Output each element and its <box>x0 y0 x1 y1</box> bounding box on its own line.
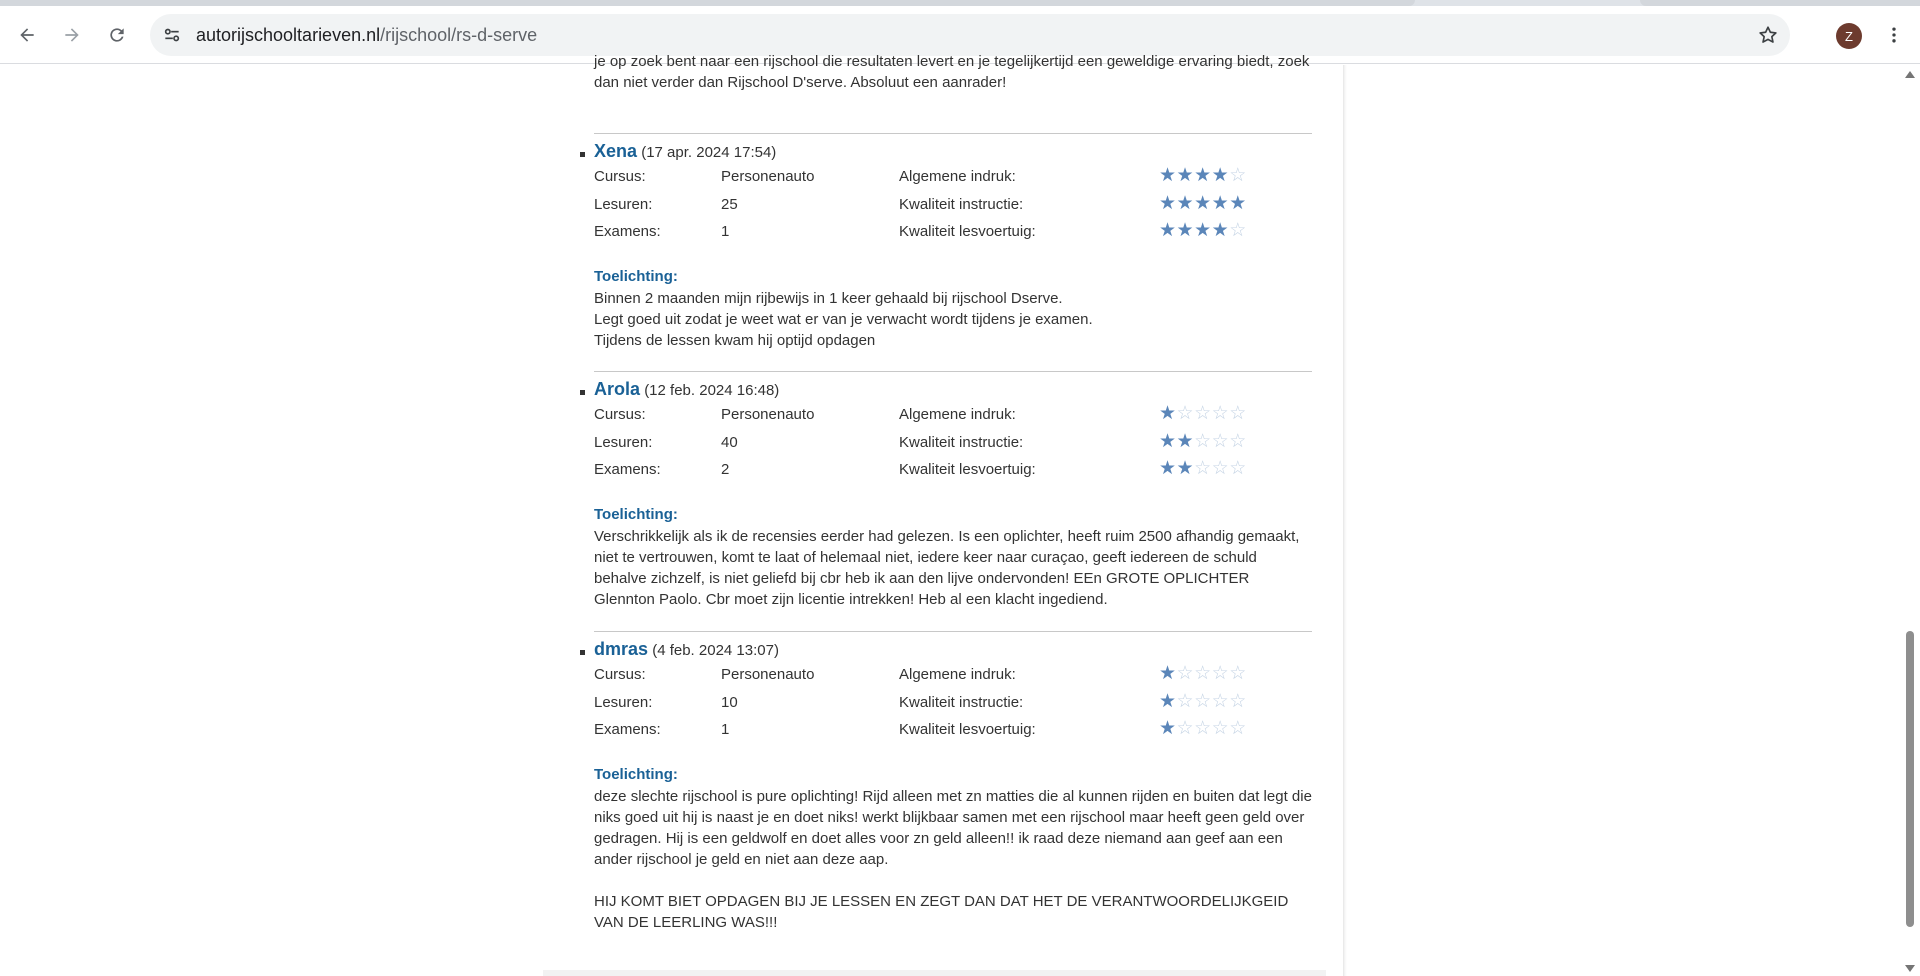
url-text[interactable] <box>196 25 537 46</box>
star-filled-icon: ★ <box>1194 220 1212 241</box>
site-info-icon[interactable] <box>160 23 184 47</box>
star-empty-icon: ☆ <box>1229 403 1247 424</box>
kwaliteit-lesvoertuig-stars <box>1159 458 1247 479</box>
reviewer-name: Arola <box>594 379 641 399</box>
star-empty-icon: ☆ <box>1229 718 1247 739</box>
scroll-down-arrow-icon[interactable] <box>1905 965 1915 972</box>
toelichting-heading: Toelichting: <box>594 268 678 285</box>
intro-line: je op zoek bent naar een rijschool die resultaten levert en je tegelijkertijd een geweldige ervaring biedt, zoek <box>594 53 1310 70</box>
toelichting-line: deze slechte rijschool is pure oplichting! Rijd alleen met zn matties die al kunnen rijden en buiten dat legt die <box>594 788 1312 805</box>
star-filled-icon: ★ <box>1211 220 1230 241</box>
star-empty-icon: ☆ <box>1229 458 1247 479</box>
toelichting-line: VAN DE LEERLING WAS!!! <box>594 914 778 931</box>
star-empty-icon: ☆ <box>1194 431 1212 452</box>
toelichting-line: Verschrikkelijk als ik de recensies eerder had gelezen. Is een oplichter, heeft ruim 2500 afhandig gemaakt, <box>594 528 1300 545</box>
kebab-menu-icon[interactable] <box>1876 17 1912 53</box>
toelichting-blank-line <box>594 870 1312 891</box>
star-filled-icon: ★ <box>1211 165 1230 186</box>
star-filled-icon: ★ <box>1159 431 1177 452</box>
star-empty-icon: ☆ <box>1211 663 1230 684</box>
examens-label: Examens: <box>594 223 661 240</box>
content-footer-strip <box>543 970 1326 976</box>
examens-label: Examens: <box>594 461 661 478</box>
profile-initial: Z <box>1845 28 1853 44</box>
list-bullet <box>580 390 585 395</box>
lesuren-value: 40 <box>721 434 738 451</box>
star-filled-icon: ★ <box>1159 718 1177 739</box>
star-empty-icon: ☆ <box>1194 458 1212 479</box>
cursus-label: Cursus: <box>594 168 646 185</box>
algemene-indruk-label: Algemene indruk: <box>899 666 1016 683</box>
list-bullet <box>580 650 585 655</box>
detail-row <box>594 719 1312 741</box>
detail-row <box>594 194 1312 216</box>
examens-value: 2 <box>721 461 730 478</box>
star-filled-icon: ★ <box>1159 663 1177 684</box>
kwaliteit-instructie-label: Kwaliteit instructie: <box>899 694 1024 711</box>
cursus-value: Personenauto <box>721 168 815 185</box>
star-filled-icon: ★ <box>1194 165 1212 186</box>
star-filled-icon: ★ <box>1211 193 1230 214</box>
toelichting-heading: Toelichting: <box>594 766 678 783</box>
star-empty-icon: ☆ <box>1194 718 1212 739</box>
toelichting-line: niet te vertrouwen, komt te laat of helemaal niet, iedere keer naar curaçao, geeft iedereen de schuld <box>594 549 1257 566</box>
star-filled-icon: ★ <box>1176 220 1195 241</box>
star-filled-icon: ★ <box>1159 165 1177 186</box>
lesuren-label: Lesuren: <box>594 694 653 711</box>
review-date: (12 feb. 2024 16:48) <box>644 382 780 399</box>
star-empty-icon: ☆ <box>1211 691 1230 712</box>
star-filled-icon: ★ <box>1176 431 1195 452</box>
toelichting-text <box>594 786 1312 933</box>
star-empty-icon: ☆ <box>1229 220 1247 241</box>
toelichting-line: Tijdens de lessen kwam hij optijd opdagen <box>594 332 876 349</box>
toelichting-line: Glennton Paolo. Cbr moet zijn licentie intrekken! Heb al een klacht ingediend. <box>594 591 1108 608</box>
kwaliteit-instructie-label: Kwaliteit instructie: <box>899 196 1024 213</box>
star-filled-icon: ★ <box>1176 458 1195 479</box>
algemene-indruk-label: Algemene indruk: <box>899 168 1016 185</box>
star-empty-icon: ☆ <box>1211 718 1230 739</box>
review-header <box>594 141 776 163</box>
algemene-indruk-label: Algemene indruk: <box>899 406 1016 423</box>
cursus-value: Personenauto <box>721 406 815 423</box>
detail-row <box>594 221 1312 243</box>
star-empty-icon: ☆ <box>1194 691 1212 712</box>
star-empty-icon: ☆ <box>1229 165 1247 186</box>
url-domain: autorijschooltarieven.nl <box>196 25 381 45</box>
kwaliteit-instructie-label: Kwaliteit instructie: <box>899 434 1024 451</box>
scroll-up-arrow-icon[interactable] <box>1905 71 1915 78</box>
star-filled-icon: ★ <box>1176 193 1195 214</box>
star-empty-icon: ☆ <box>1176 403 1195 424</box>
examens-value: 1 <box>721 223 730 240</box>
star-empty-icon: ☆ <box>1229 663 1247 684</box>
star-empty-icon: ☆ <box>1229 431 1247 452</box>
toelichting-line: Binnen 2 maanden mijn rijbewijs in 1 keer gehaald bij rijschool Dserve. <box>594 290 1063 307</box>
kwaliteit-lesvoertuig-stars <box>1159 718 1247 739</box>
review-header <box>594 639 779 661</box>
toelichting-line: behalve zichzelf, is niet geliefd bij cbr heb ik aan den lijve ondervonden! EEn GROTE OPLICHTER <box>594 570 1250 587</box>
page-viewport <box>0 53 1900 976</box>
star-empty-icon: ☆ <box>1194 663 1212 684</box>
kwaliteit-lesvoertuig-stars <box>1159 220 1247 241</box>
detail-row <box>594 692 1312 714</box>
url-path: /rijschool/rs-d-serve <box>380 25 538 45</box>
star-empty-icon: ☆ <box>1211 458 1230 479</box>
toelichting-text <box>594 288 1312 351</box>
kwaliteit-lesvoertuig-label: Kwaliteit lesvoertuig: <box>899 721 1036 738</box>
algemene-indruk-stars <box>1159 165 1247 186</box>
scroll-thumb[interactable] <box>1906 631 1914 927</box>
toelichting-heading: Toelichting: <box>594 506 678 523</box>
kwaliteit-instructie-stars <box>1159 691 1247 712</box>
review-separator <box>594 371 1312 372</box>
detail-row <box>594 404 1312 426</box>
lesuren-label: Lesuren: <box>594 434 653 451</box>
algemene-indruk-stars <box>1159 663 1247 684</box>
column-divider <box>1343 65 1347 976</box>
toelichting-line: Legt goed uit zodat je weet wat er van je verwacht wordt tijdens je examen. <box>594 311 1093 328</box>
detail-row <box>594 432 1312 454</box>
detail-row <box>594 166 1312 188</box>
address-bar[interactable] <box>150 14 1790 56</box>
review-date: (17 apr. 2024 17:54) <box>641 144 777 161</box>
review-separator <box>594 133 1312 134</box>
star-empty-icon: ☆ <box>1194 403 1212 424</box>
star-empty-icon: ☆ <box>1229 691 1247 712</box>
reload-button[interactable] <box>99 17 135 53</box>
star-filled-icon: ★ <box>1229 193 1247 214</box>
reload-icon <box>107 25 127 45</box>
bookmark-star-icon[interactable] <box>1756 23 1780 47</box>
star-filled-icon: ★ <box>1159 691 1177 712</box>
toelichting-line: ander rijschool je geld en niet aan deze aap. <box>594 851 889 868</box>
star-filled-icon: ★ <box>1159 220 1177 241</box>
review-header <box>594 379 779 401</box>
review-date: (4 feb. 2024 13:07) <box>652 642 779 659</box>
reviewer-name: dmras <box>594 639 649 659</box>
examens-value: 1 <box>721 721 730 738</box>
toelichting-line: niks goed uit hij is naast je en doet niks! werkt blijkbaar samen met een rijschool maar heeft geen geld over <box>594 809 1305 826</box>
lesuren-value: 25 <box>721 196 738 213</box>
star-empty-icon: ☆ <box>1211 403 1230 424</box>
star-filled-icon: ★ <box>1159 458 1177 479</box>
star-empty-icon: ☆ <box>1176 718 1195 739</box>
toelichting-line: HIJ KOMT BIET OPDAGEN BIJ JE LESSEN EN ZEGT DAN DAT HET DE VERANTWOORDELIJKGEID <box>594 893 1289 910</box>
lesuren-label: Lesuren: <box>594 196 653 213</box>
kwaliteit-instructie-stars <box>1159 431 1247 452</box>
back-arrow-icon <box>17 25 37 45</box>
star-filled-icon: ★ <box>1194 193 1212 214</box>
toelichting-line: gedragen. Hij is een geldwolf en doet alles voor zn geld alleen!! ik raad deze niemand aan geef aan een <box>594 830 1283 847</box>
forward-button[interactable] <box>54 17 90 53</box>
list-bullet <box>580 152 585 157</box>
star-filled-icon: ★ <box>1176 165 1195 186</box>
lesuren-value: 10 <box>721 694 738 711</box>
kwaliteit-instructie-stars <box>1159 193 1247 214</box>
profile-avatar[interactable] <box>1836 23 1862 49</box>
star-filled-icon: ★ <box>1159 193 1177 214</box>
star-empty-icon: ☆ <box>1176 691 1195 712</box>
kwaliteit-lesvoertuig-label: Kwaliteit lesvoertuig: <box>899 223 1036 240</box>
page-scrollbar[interactable] <box>1900 65 1920 976</box>
star-empty-icon: ☆ <box>1211 431 1230 452</box>
algemene-indruk-stars <box>1159 403 1247 424</box>
reviewer-name: Xena <box>594 141 638 161</box>
forward-arrow-icon <box>62 25 82 45</box>
star-empty-icon: ☆ <box>1176 663 1195 684</box>
cursus-value: Personenauto <box>721 666 815 683</box>
review-separator <box>594 631 1312 632</box>
detail-row <box>594 664 1312 686</box>
cursus-label: Cursus: <box>594 666 646 683</box>
detail-row <box>594 459 1312 481</box>
kwaliteit-lesvoertuig-label: Kwaliteit lesvoertuig: <box>899 461 1036 478</box>
examens-label: Examens: <box>594 721 661 738</box>
toelichting-text <box>594 526 1312 610</box>
previous-review-text <box>594 51 1312 93</box>
cursus-label: Cursus: <box>594 406 646 423</box>
back-button[interactable] <box>9 17 45 53</box>
star-filled-icon: ★ <box>1159 403 1177 424</box>
intro-line: dan niet verder dan Rijschool D'serve. Absoluut een aanrader! <box>594 74 1007 91</box>
